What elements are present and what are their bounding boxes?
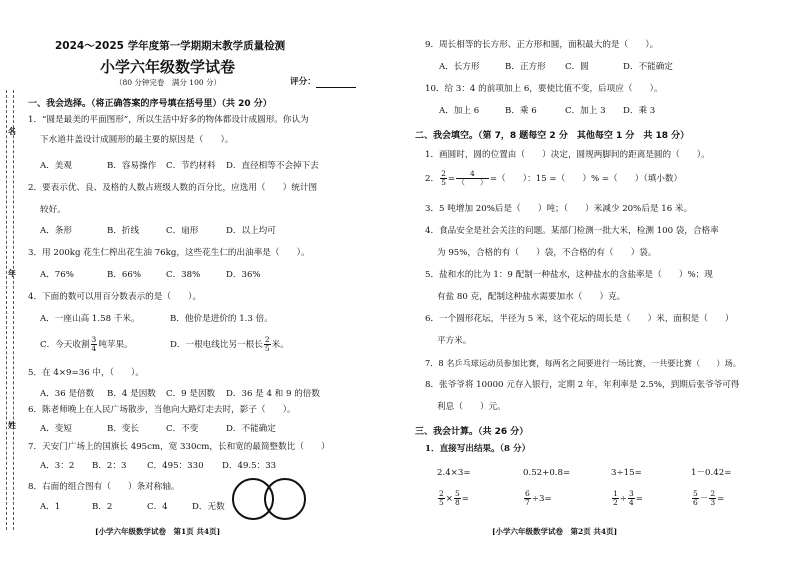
q2-option-a: A．条形 [40,226,72,236]
figure-circle-right [264,478,306,520]
fraction-numerator: 6 [525,489,530,498]
calc-1-title: 1．直接写出结果。（8 分） [425,444,531,454]
fraction-denominator: 7 [525,498,530,507]
subject-title: 小学六年级数学试卷 [100,58,236,76]
fraction-denominator: 8 [454,498,460,507]
fraction-denominator: 5 [439,498,444,507]
fraction [454,490,461,507]
q9-text: 9．周长相等的长方形、正方形和圆，面积最大的是（ ）。 [425,40,659,50]
fraction-denominator: 5 [441,178,446,187]
fraction-numerator: 5 [693,489,698,498]
fill-3-text: 3．5 吨增加 20%后是（ ）吨；（ ）米减少 20%后是 16 米。 [425,204,693,214]
q6-option-b: B．变长 [107,424,140,434]
fraction-denominator: 4 [91,344,97,353]
fraction-numerator: 3 [628,489,634,498]
section-2-heading: 二、我会填空。（第 7，8 题每空 2 分 其他每空 1 分 共 18 分） [415,131,690,141]
fill-5-text-cont: 有盐 80 克，配制这种盐水需要加水（ ）克。 [437,292,626,302]
q7-option-d: D．49.5：33 [222,461,277,471]
q10-text: 10．给 3：4 的前项加上 6，要使比值不变，后项应（ ）。 [425,84,663,94]
q7-option-a: A．3：2 [40,461,75,471]
q5-text: 5．在 4×9=36 中，（ ）。 [28,368,144,378]
q8-text: 8．右面的组合图有（ ）条对称轴。 [28,482,180,492]
operator: × [445,494,453,504]
q10-option-a: A．加上 6 [439,106,480,116]
q4-option-c-text: 吨苹果。 [98,340,133,350]
q3-option-c: C．38% [166,270,201,280]
q1-option-d: D．直径相等不会掉下去 [226,161,319,171]
q4-option-b: B．他价是进价的 1.3 倍。 [170,314,273,324]
fraction-numerator: 3 [91,335,97,344]
time-note: （80 分钟完卷 满分 100 分） [115,78,222,87]
fraction-numerator: 2 [441,169,446,178]
fill-7-text: 7．8 名乒乓球运动员参加比赛，每两名之间要进行一场比赛，一共要比赛（ ）场。 [425,358,741,368]
q3-option-b: B．66% [107,270,142,280]
fill-6-text-cont: 平方米。 [437,336,472,346]
q2-option-b: B．折线 [107,226,140,236]
fill-5-text: 5．盐和水的比为 1：9 配制一种盐水，这种盐水的含盐率是（ ）%；现 [425,270,713,280]
q8-option-c: C．4 [147,502,168,512]
margin-char: 姓 [8,421,16,430]
q4-option-c [40,336,133,353]
calc-fraction-item: $\frac{1}{2}$ ÷ $\frac{3}{4}$ = [613,489,643,507]
fill-2-number: 2． [425,174,440,184]
q7-text: 7．天安门广场上的国旗长 495cm，宽 330cm，长和宽的最简整数比（ ） [28,442,330,452]
q1-text: 1．“圆是最美的平面图形”，所以生活中好多的物体都设计成圆形。你认为 [28,115,309,125]
q2-option-d: D．以上均可 [226,226,276,236]
fraction-denominator: 6 [693,498,698,507]
fraction [709,490,716,507]
q7-option-c: C．495：330 [147,461,204,471]
fraction-denominator: 3 [710,498,716,507]
fraction-numerator: 5 [454,489,460,498]
q3-option-d: D．36% [226,270,261,280]
exam-page-2 [397,0,794,561]
fill-2-rest: =（ ）：15 =（ ）% =（ ）（填小数） [489,174,683,184]
fraction [91,336,98,353]
q4-text: 4．下面的数可以用百分数表示的是（ ）。 [28,292,202,302]
q8-option-a: A．1 [40,502,61,512]
q9-option-b: B．正方形 [505,62,546,72]
q5-option-d: D．36 是 4 和 9 的倍数 [226,389,320,399]
fraction-numerator: 4 [456,170,489,179]
exam-title: 2024～2025 学年度第一学期期末教学质量检测 [55,40,286,52]
fraction-denominator: 5 [264,344,270,353]
q1-option-b: B．容易操作 [107,161,157,171]
fraction-denominator: 2 [613,498,618,507]
q3-option-a: A．76% [40,270,74,280]
calc-fraction-item: $\frac{6}{7}$ ÷3= [525,489,552,507]
q1-option-c: C．节约材料 [166,161,216,171]
fraction [264,336,271,353]
fraction-numerator: 1 [613,489,618,498]
q5-option-c: C．9 是因数 [166,389,216,399]
score-label: 评分： [290,77,316,87]
fraction [456,170,489,187]
q6-option-c: C．不变 [166,424,199,434]
fraction [612,490,619,507]
margin-char: 年 [8,269,16,278]
operand: 3 [538,494,545,504]
score-field [290,77,356,88]
q9-option-a: A．长方形 [439,62,480,72]
operator: ÷ [531,494,539,504]
fill-2-text [425,170,682,187]
fraction [440,170,447,187]
fraction-numerator: 2 [710,489,716,498]
q10-option-c: C．加上 3 [565,106,606,116]
calc-item: 1－0.42= [691,468,732,478]
q5-option-b: B．4 是因数 [107,389,156,399]
q6-option-a: A．变短 [40,424,72,434]
fill-8-text: 8．张爷爷将 10000 元存入银行，定期 2 年，年利率是 2.5%，到期后张爷爷可得 [425,380,740,390]
equals-sign: = [447,174,456,184]
q6-option-d: D．不能确定 [226,424,276,434]
calc-fraction-item: $\frac{2}{5}$ × $\frac{5}{8}$ = [439,489,469,507]
q7-option-b: B．2：3 [92,461,127,471]
calc-item: 3÷15= [611,468,642,478]
q10-option-d: D．乘 3 [623,106,656,116]
fraction [628,490,635,507]
fraction-numerator: 2 [439,489,444,498]
fraction [692,490,699,507]
calc-item: 2.4×3= [437,468,471,478]
q2-text: 2．要表示优、良、及格的人数占班级人数的百分比，应选用（ ）统计图 [28,183,318,193]
q4-option-d-text: 米。 [271,340,289,350]
page-footer: [小学六年级数学试卷 第1页 共4页] [95,527,221,536]
q8-option-d: D．无数 [192,502,225,512]
q4-option-c-text: C．今天收割 [40,340,90,350]
q8-option-b: B．2 [92,502,113,512]
calc-fraction-item: $\frac{5}{6}$ － $\frac{2}{3}$ = [693,489,725,507]
operator: ÷ [619,494,627,504]
binding-line [6,90,7,530]
fill-4-text-cont: 为 95%，合格的有（ ）袋，不合格的有（ ）袋。 [437,248,657,258]
q9-option-d: D．不能确定 [623,62,673,72]
calc-item: 0.52+0.8= [523,468,571,478]
margin-char: 名 [8,127,16,136]
q9-option-c: C．圆 [565,62,589,72]
q5-option-a: A．36 是倍数 [40,389,95,399]
fraction-denominator: 4 [628,498,634,507]
q1-option-a: A．美观 [40,161,72,171]
q4-option-d-text: D．一根电线比另一根长 [170,340,263,350]
q4-option-a: A．一座山高 1.58 千米。 [40,314,140,324]
section-3-heading: 三、我会计算。（共 26 分） [415,427,529,437]
score-blank [316,78,356,88]
fill-6-text: 6．一个圆形花坛，半径为 5 米，这个花坛的周长是（ ）米，面积是（ ） [425,314,734,324]
q6-text: 6．陈老师晚上在人民广场散步，当他向大路灯走去时，影子（ ）。 [28,405,296,415]
fraction-numerator: 2 [264,335,270,344]
q2-text-cont: 较好。 [40,205,66,215]
q1-text-cont: 下水道井盖设计成圆形的最主要的原因是（ ）。 [40,135,234,145]
q10-option-b: B．乘 6 [505,106,537,116]
fill-4-text: 4．食品安全是社会关注的问题。某部门检测一批大米，检测 100 袋，合格率 [425,226,719,236]
q3-text: 3．用 200kg 花生仁榨出花生油 76kg，这些花生仁的出油率是（ ）。 [28,248,310,258]
q4-option-d [170,336,289,353]
fill-8-text-cont: 利息（ ）元。 [437,402,506,412]
fill-1-text: 1．画圆时，圆的位置由（ ）决定，圆规两脚间的距离是圆的（ ）。 [425,150,710,160]
q2-option-c: C．扇形 [166,226,199,236]
binding-line [13,90,14,530]
section-1-heading: 一、我会选择。（将正确答案的序号填在括号里）（共 20 分） [28,99,272,109]
fraction [524,490,531,507]
fraction [438,490,445,507]
page-footer: [小学六年级数学试卷 第2页 共4页] [492,527,618,536]
operator: － [699,494,709,504]
fraction-denominator: （ ） [457,178,488,187]
